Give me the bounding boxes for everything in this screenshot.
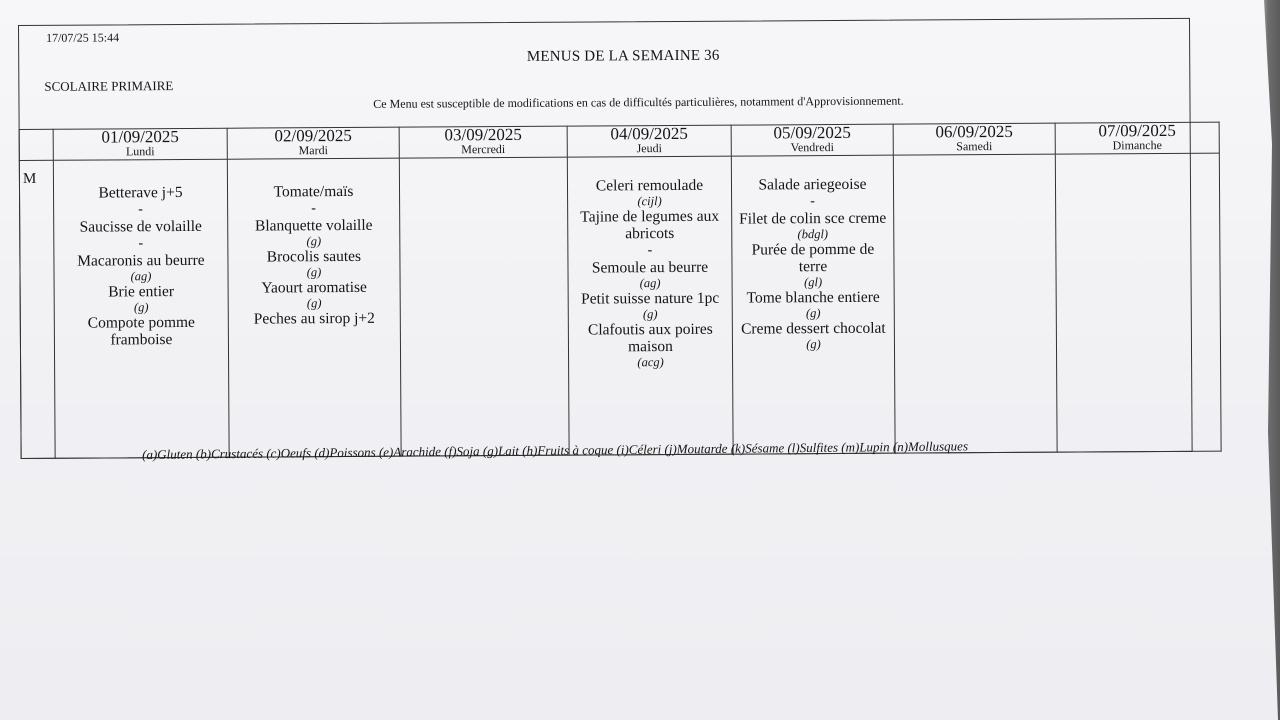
menu-category: SCOLAIRE PRIMAIRE xyxy=(44,78,174,94)
menu-cell-content xyxy=(400,158,567,183)
day-header-mercredi xyxy=(399,126,567,158)
day-date: 07/09/2025 xyxy=(1098,120,1176,141)
dish-name: Clafoutis aux poires maison xyxy=(587,320,713,356)
menu-cell-content xyxy=(568,157,732,370)
menu-cell-mardi xyxy=(227,158,401,457)
day-header-vendredi xyxy=(731,124,893,156)
menu-cell-content xyxy=(1056,154,1219,179)
day-name: Dimanche xyxy=(1112,138,1162,153)
menu-table xyxy=(19,122,1222,459)
course-separator: - xyxy=(647,243,653,259)
day-name: Vendredi xyxy=(790,140,834,155)
day-header-dimanche xyxy=(1055,122,1219,154)
dish-name: Tomate/maïs xyxy=(273,182,354,201)
dish-name: Petit suisse nature 1pc xyxy=(581,289,720,308)
menu-title: MENUS DE LA SEMAINE 36 xyxy=(526,47,720,65)
allergen-code: (ag) xyxy=(639,276,661,291)
day-name: Samedi xyxy=(956,139,993,154)
menu-cell-jeudi xyxy=(567,156,733,455)
allergen-code: (acg) xyxy=(637,355,664,370)
day-header-samedi xyxy=(893,123,1055,155)
course-separator: - xyxy=(810,194,815,210)
course-separator: - xyxy=(138,236,144,252)
menu-cell-content xyxy=(732,156,894,352)
dish-name: Celeri remoulade xyxy=(595,176,704,195)
dish-name: Tajine de legumes aux abricots xyxy=(580,207,720,243)
menu-sheet xyxy=(18,18,1211,455)
dish-name: Filet de colin sce creme xyxy=(739,209,887,228)
day-header-lundi xyxy=(53,128,227,160)
dish-name: Compote pomme framboise xyxy=(87,313,195,349)
menu-cell-content xyxy=(228,159,400,328)
dish-name: Saucisse de volaille xyxy=(79,217,202,236)
dish-name: Brocolis sautes xyxy=(266,247,362,266)
day-date: 02/09/2025 xyxy=(274,125,352,146)
meal-row xyxy=(19,153,1221,458)
day-date: 01/09/2025 xyxy=(101,127,179,147)
allergen-code: (bdgl) xyxy=(797,227,829,242)
course-separator: - xyxy=(311,201,317,217)
day-date: 06/09/2025 xyxy=(935,121,1013,142)
day-header-mardi xyxy=(227,127,399,159)
dish-name: Purée de pomme de terre xyxy=(751,240,875,276)
allergen-code: (g) xyxy=(133,300,149,315)
dish-name: Yaourt aromatise xyxy=(261,278,367,297)
printed-timestamp: 17/07/25 15:44 xyxy=(46,30,120,45)
allergen-code: (g) xyxy=(306,296,322,311)
dish-name: Creme dessert chocolat xyxy=(741,319,886,338)
day-date: 04/09/2025 xyxy=(610,123,688,144)
allergen-code: (g) xyxy=(642,307,658,322)
menu-cell-samedi xyxy=(893,154,1057,453)
dish-name: Salade ariegeoise xyxy=(758,175,867,194)
allergen-legend: (a)Gluten (b)Crustacés (c)Oeufs (d)Poissons (e)Arachide (f)Soja (g)Lait (h)Fruits à coque (i)Céleri (j)Moutarde (k)Sésame (l)Sulfites (m)Lupin (n)Mollusques xyxy=(142,438,969,462)
menu-cell-content xyxy=(54,160,228,349)
course-separator: - xyxy=(138,202,144,218)
dish-name: Blanquette volaille xyxy=(254,216,373,235)
menu-cell-lundi xyxy=(53,159,229,458)
menu-cell-dimanche xyxy=(1055,153,1221,452)
allergen-code: (g) xyxy=(805,306,821,321)
dish-name: Tome blanche entiere xyxy=(746,288,880,307)
day-name: Jeudi xyxy=(636,141,662,156)
day-date: 03/09/2025 xyxy=(444,124,522,145)
allergen-code: (g) xyxy=(806,337,821,352)
day-header-jeudi xyxy=(567,125,731,157)
dish-name: Semoule au beurre xyxy=(591,258,709,277)
allergen-code: (gl) xyxy=(804,275,823,290)
dish-name: Peches au sirop j+2 xyxy=(253,309,375,328)
menu-cell-content xyxy=(894,155,1055,180)
menu-cell-vendredi xyxy=(731,155,895,454)
allergen-code: (g) xyxy=(306,234,322,249)
allergen-code: (cijl) xyxy=(637,194,662,209)
day-name: Mardi xyxy=(298,143,328,158)
menu-cell-mercredi xyxy=(399,157,569,456)
allergen-code: (ag) xyxy=(130,269,152,284)
dish-name: Macaronis au beurre xyxy=(77,251,205,270)
day-name: Lundi xyxy=(125,144,155,159)
menu-notice: Ce Menu est susceptible de modifications en cas de difficultés particulières, notamment d'Approvisionnement. xyxy=(373,93,904,111)
dish-name: Brie entier xyxy=(108,283,175,301)
dish-name: Betterave j+5 xyxy=(98,183,183,202)
meal-label: M xyxy=(19,160,55,458)
day-date: 05/09/2025 xyxy=(773,122,851,143)
day-name: Mercredi xyxy=(461,142,506,157)
corner-cell xyxy=(19,129,53,160)
allergen-code: (g) xyxy=(306,265,322,280)
